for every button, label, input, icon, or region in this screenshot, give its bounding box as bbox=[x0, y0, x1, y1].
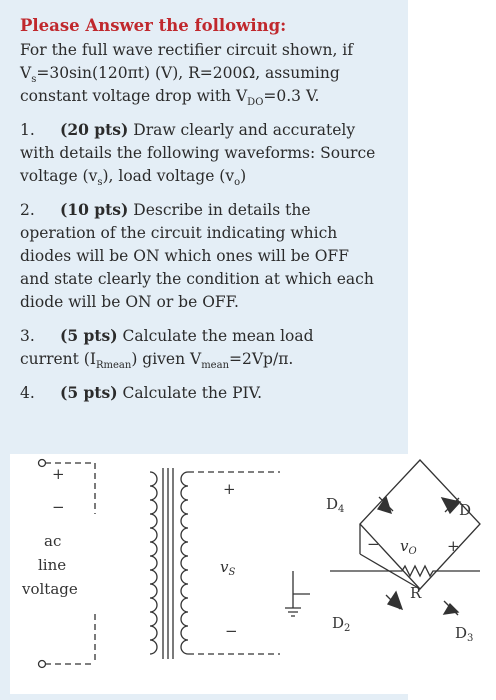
plus-secondary: + bbox=[223, 480, 236, 498]
question-text-line: diode will be ON or be OFF. bbox=[20, 293, 239, 311]
ground-symbol bbox=[285, 608, 301, 616]
r-label: R bbox=[410, 584, 422, 602]
intro-line-3 bbox=[20, 85, 395, 108]
subscript: mean bbox=[201, 360, 230, 372]
source-label-1: ac bbox=[44, 532, 62, 550]
text-fragment: voltage (v bbox=[20, 167, 98, 185]
subscript: s bbox=[97, 177, 103, 189]
vo-label: $v_O$ bbox=[400, 537, 417, 557]
text-fragment: ) given V bbox=[131, 350, 202, 368]
question-1 bbox=[20, 118, 395, 188]
intro-paragraph bbox=[20, 39, 395, 108]
question-points: (10 pts) bbox=[60, 200, 129, 219]
ground-wire bbox=[293, 571, 310, 608]
question-text-line: and state clearly the condition at which each bbox=[20, 270, 374, 288]
intro-line-2 bbox=[20, 62, 395, 85]
plus-left: + bbox=[52, 465, 65, 483]
question-points: (5 pts) bbox=[60, 326, 118, 345]
rectifier-circuit-diagram bbox=[10, 454, 490, 694]
circuit-figure bbox=[10, 454, 490, 694]
top-terminal bbox=[39, 460, 46, 467]
text-fragment: ) bbox=[240, 167, 247, 185]
diode-d2-icon bbox=[388, 592, 402, 609]
transformer-core bbox=[163, 468, 173, 659]
bottom-terminal bbox=[39, 661, 46, 668]
question-number: 1. bbox=[20, 121, 35, 139]
question-text-line: diodes will be ON which ones will be OFF bbox=[20, 247, 349, 265]
subscript: Rmean bbox=[95, 360, 132, 372]
heading: Please Answer the following: bbox=[20, 16, 287, 35]
intro-line-1: For the full wave rectifier circuit shown, if bbox=[20, 41, 354, 59]
question-number: 3. bbox=[20, 327, 35, 345]
bridge-outline bbox=[360, 460, 480, 589]
primary-coil bbox=[150, 472, 157, 654]
question-4 bbox=[20, 381, 395, 405]
vo-plus: + bbox=[447, 537, 460, 555]
question-text-line: Describe in details the bbox=[128, 201, 311, 219]
vs-symbol: V bbox=[20, 64, 32, 82]
d3-label: $D_3$ bbox=[455, 624, 474, 644]
minus-left: − bbox=[52, 498, 65, 516]
intro-line-3-end: =0.3 V. bbox=[263, 87, 320, 105]
question-3 bbox=[20, 324, 395, 371]
load-resistor bbox=[330, 566, 480, 576]
text-fragment: current (I bbox=[20, 350, 96, 368]
vs-subscript: s bbox=[31, 74, 37, 86]
question-text-line: Calculate the mean load bbox=[117, 327, 314, 345]
d-label: D bbox=[459, 501, 472, 519]
question-number: 2. bbox=[20, 201, 35, 219]
diode-d4-icon bbox=[378, 497, 391, 513]
vo-minus: − bbox=[367, 535, 380, 553]
question-number: 4. bbox=[20, 384, 35, 402]
vs-equation: =30sin(120πt) (V), R=200Ω, assuming bbox=[36, 64, 340, 82]
text-fragment: ), load voltage (v bbox=[102, 167, 235, 185]
question-points: (5 pts) bbox=[60, 383, 118, 402]
subscript: o bbox=[234, 177, 241, 189]
source-label-2: line bbox=[38, 556, 67, 574]
question-text-line bbox=[20, 348, 395, 371]
text-fragment: =2Vp/π. bbox=[229, 350, 294, 368]
vs-label: $v_S$ bbox=[220, 558, 236, 578]
question-text bbox=[20, 14, 395, 415]
question-text-line: with details the following waveforms: Source bbox=[20, 144, 376, 162]
secondary-coil bbox=[181, 472, 188, 654]
question-text-line bbox=[20, 165, 395, 188]
d2-label: $D_2$ bbox=[332, 614, 351, 634]
d4-label: $D_4$ bbox=[326, 495, 345, 515]
question-text-line: Draw clearly and accurately bbox=[128, 121, 356, 139]
source-label-3: voltage bbox=[22, 580, 78, 598]
question-points: (20 pts) bbox=[60, 120, 129, 139]
question-2 bbox=[20, 198, 395, 314]
minus-secondary: − bbox=[225, 622, 238, 640]
question-text-line: Calculate the PIV. bbox=[117, 384, 263, 402]
intro-line-3-text: constant voltage drop with V bbox=[20, 87, 248, 105]
question-text-line: operation of the circuit indicating which bbox=[20, 224, 338, 242]
vdo-subscript: DO bbox=[247, 97, 264, 109]
